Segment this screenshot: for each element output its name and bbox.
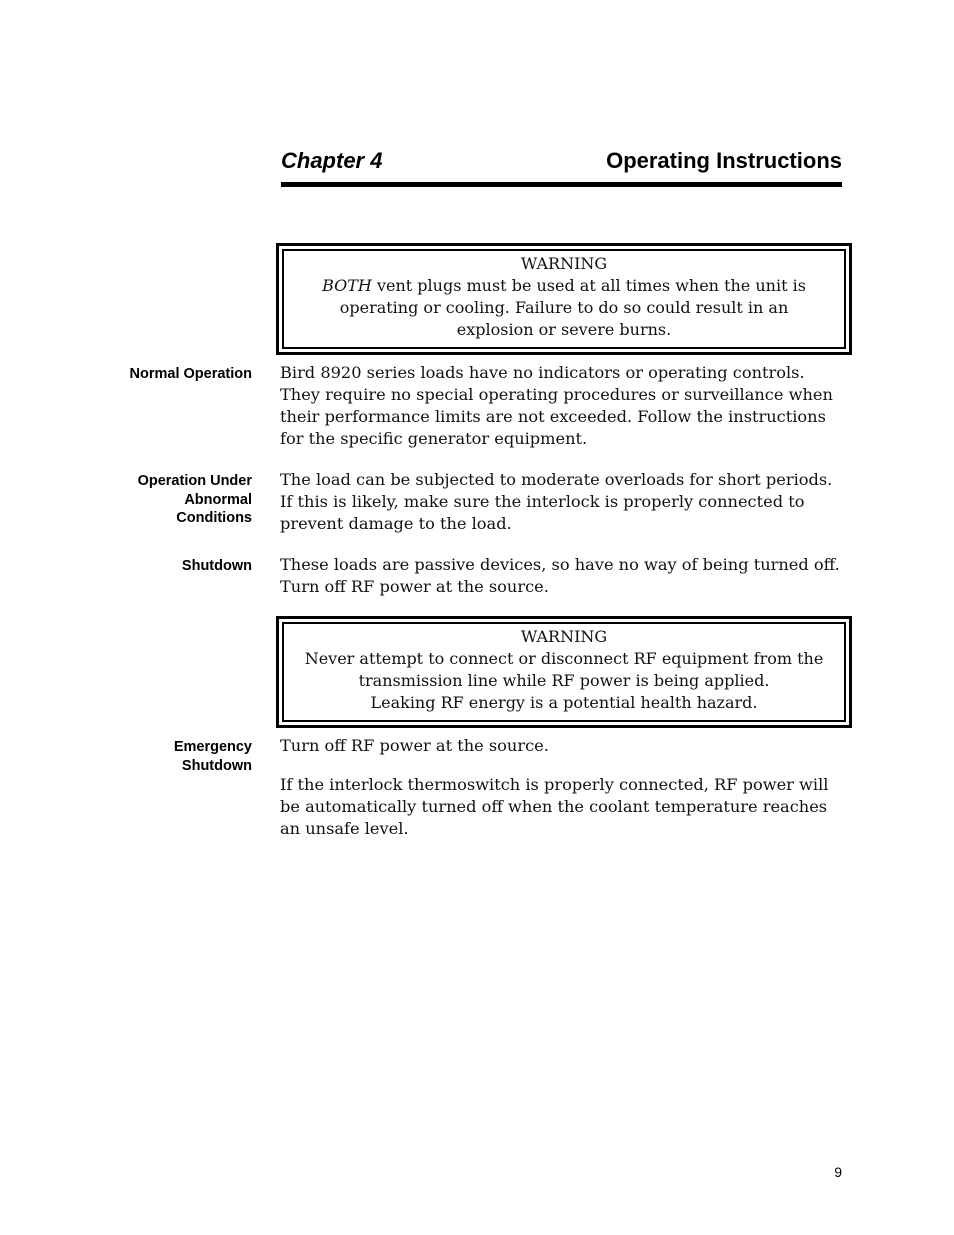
- warning-line: explosion or severe burns.: [456, 320, 672, 339]
- warning-line: transmission line while RF power is being applied.: [358, 671, 770, 690]
- chapter-title: Operating Instructions: [606, 148, 842, 173]
- side-heading-shutdown: Shutdown: [181, 558, 252, 574]
- abnormal-operation-text: The load can be subjected to moderate overloads for short periods. If this is likely, make sure the interlock is properly connected to prevent damage to the load.: [280, 470, 833, 533]
- warning-box-rf-energy: [276, 616, 852, 728]
- warning-emphasis: BOTH: [322, 276, 372, 295]
- side-heading-emergency-shutdown: Emergency Shutdown: [173, 739, 252, 774]
- emergency-text-2: If the interlock thermoswitch is properly connected, RF power will be automatically turned off when the coolant temperature reaches an unsafe level.: [280, 775, 829, 838]
- warning-line: Leaking RF energy is a potential health hazard.: [370, 693, 758, 712]
- chapter-label: Chapter 4: [281, 148, 383, 173]
- side-heading-operation-abnormal: Operation Under Abnormal Conditions: [137, 473, 252, 526]
- side-heading-normal-operation: Normal Operation: [129, 366, 252, 382]
- emergency-text-1: Turn off RF power at the source.: [280, 736, 549, 755]
- warning-line: operating or cooling. Failure to do so could result in an: [339, 298, 789, 317]
- warning-heading: WARNING: [520, 627, 608, 646]
- warning-heading: WARNING: [520, 254, 608, 273]
- chapter-header: [281, 146, 842, 187]
- warning-line: BOTH vent plugs must be used at all times when the unit is: [322, 276, 806, 295]
- page-number: 9: [834, 1164, 842, 1180]
- shutdown-text: These loads are passive devices, so have no way of being turned off. Turn off RF power at the source.: [280, 555, 840, 596]
- normal-operation-text: Bird 8920 series loads have no indicators or operating controls. They require no special operating procedures or surveillance when their performance limits are not exceeded. Follow the instructions for the specific generator equipment.: [280, 363, 833, 448]
- warning-line: Never attempt to connect or disconnect RF equipment from the: [304, 649, 824, 668]
- warning-box-vent-plugs: [276, 243, 852, 355]
